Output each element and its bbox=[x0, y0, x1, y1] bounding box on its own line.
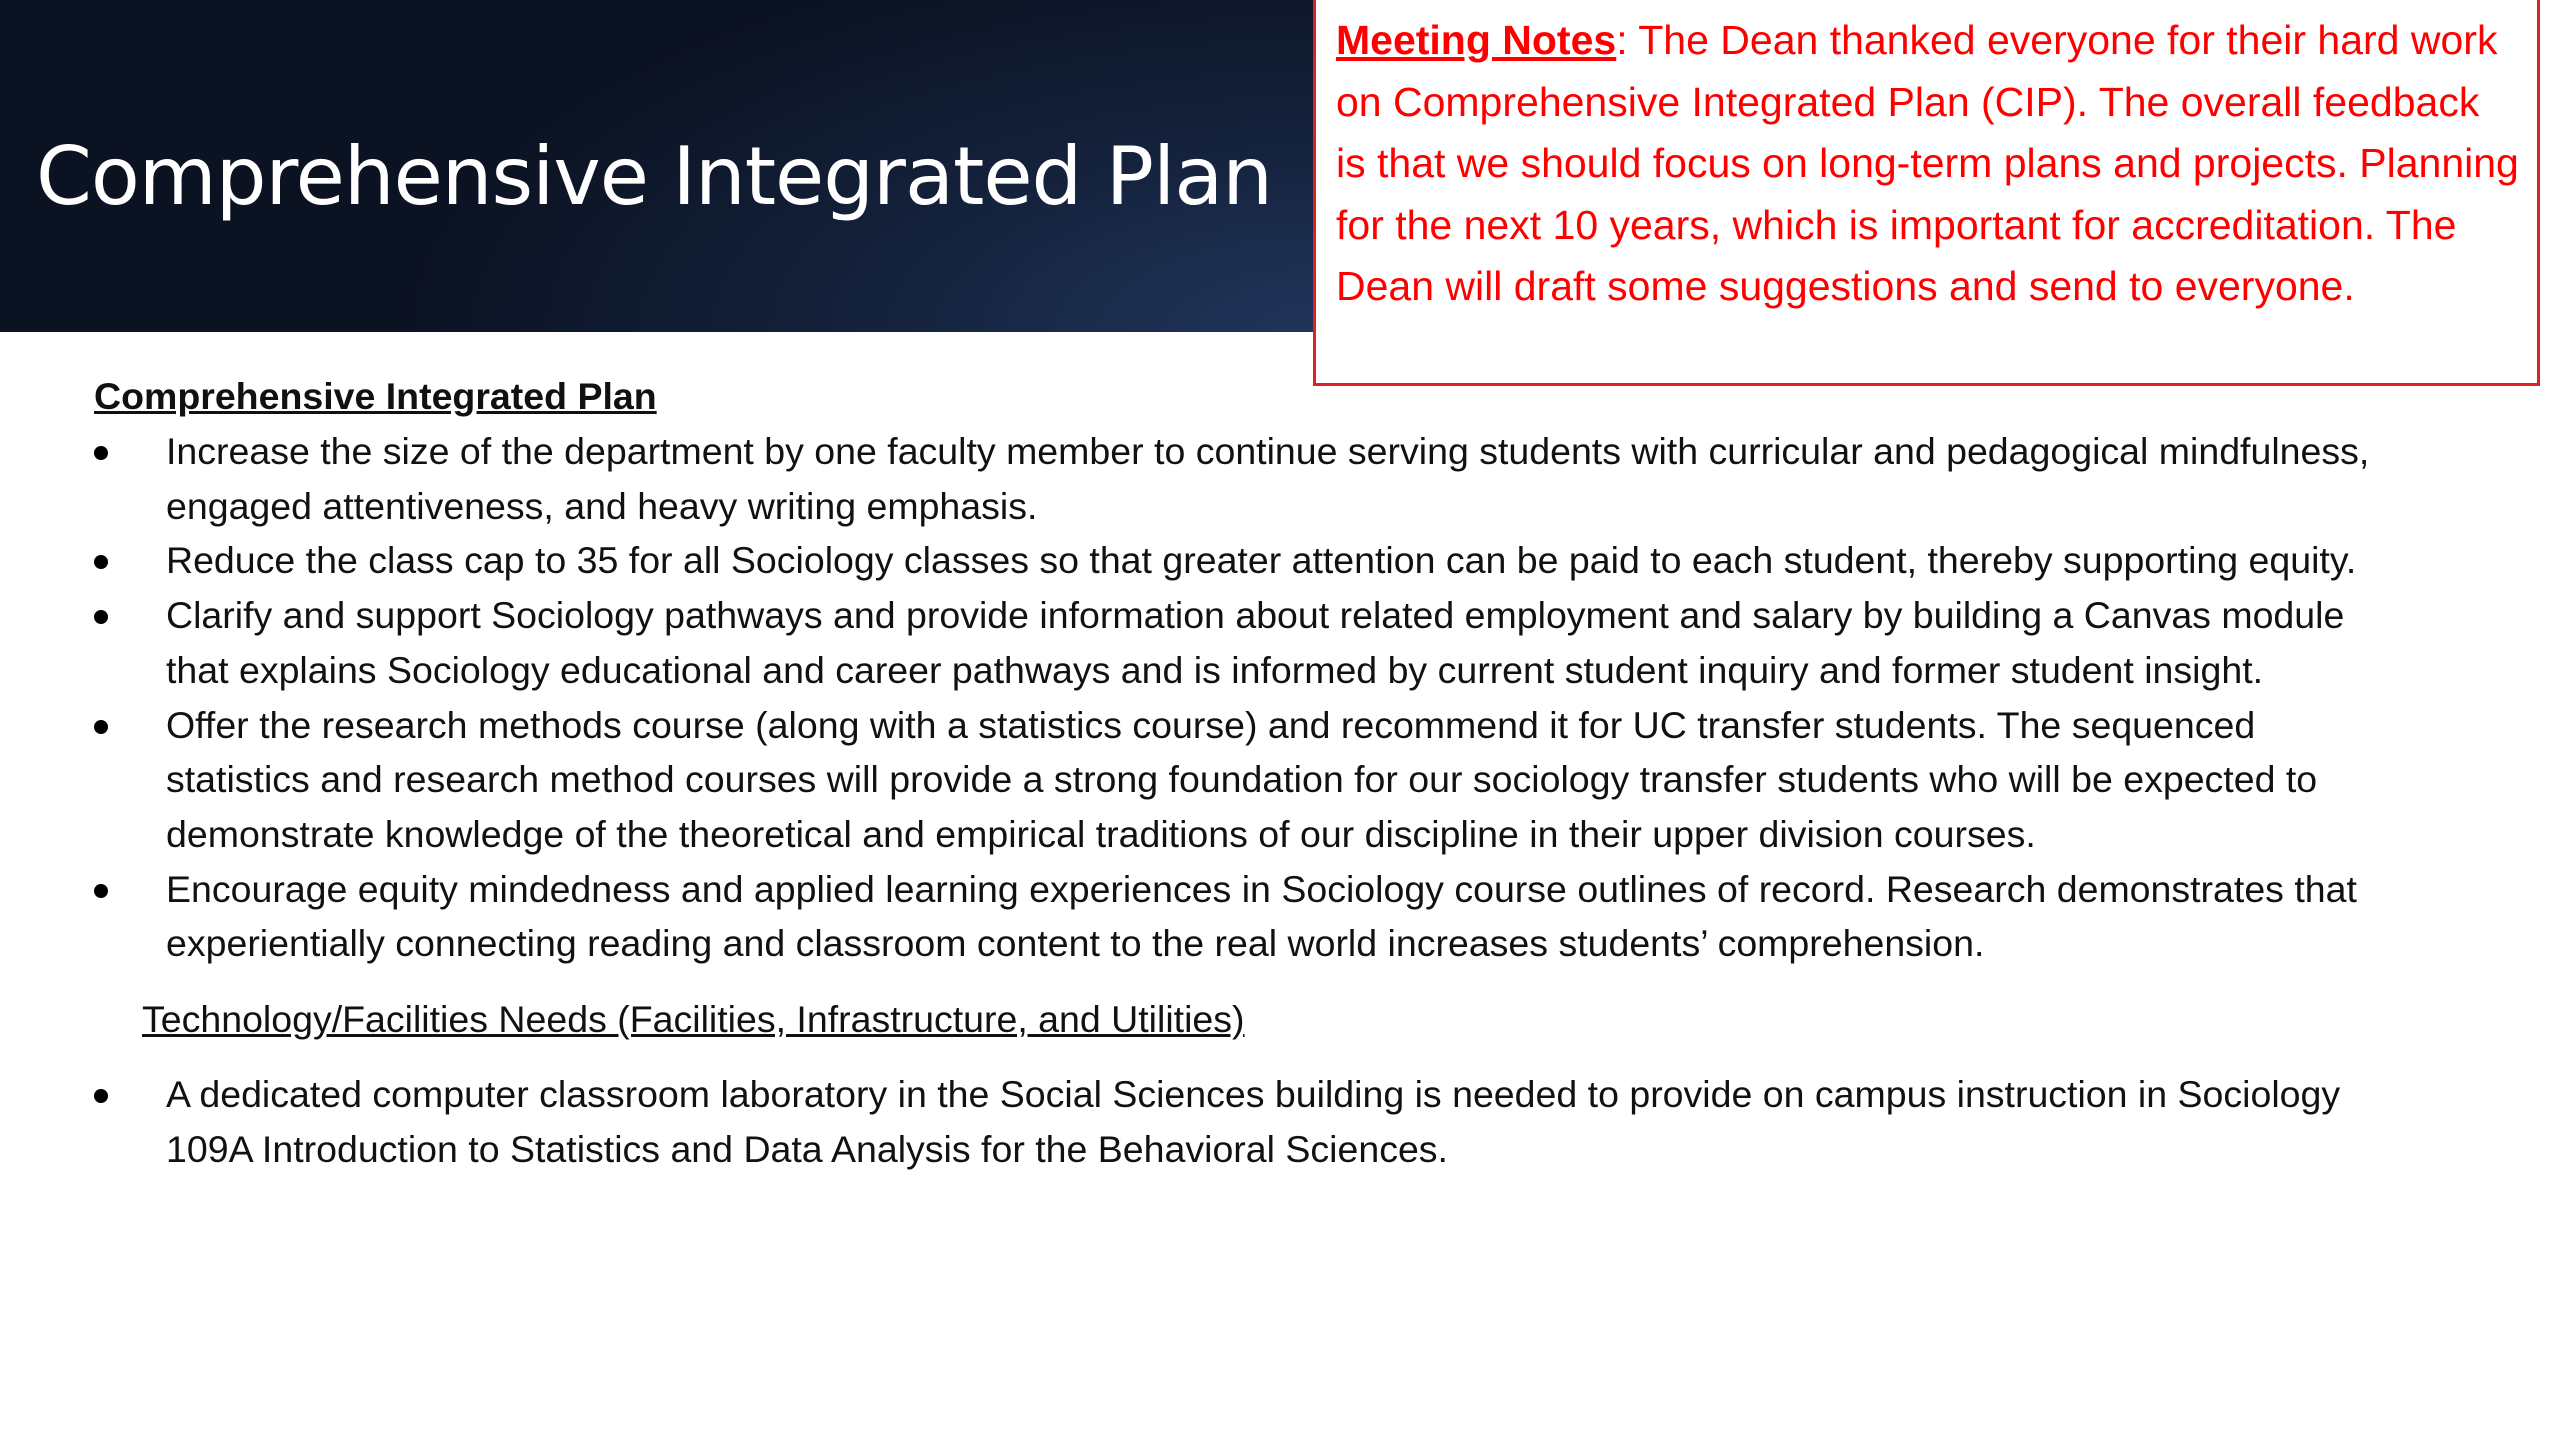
technology-bullet-list bbox=[94, 1067, 2394, 1176]
title-banner bbox=[0, 0, 1316, 332]
list-item-text: Encourage equity mindedness and applied learning experiences in Sociology course outlines of record. Research demonstrates that experientially connecting reading and classroom content to the real world increases students’ comprehension. bbox=[166, 867, 2357, 965]
bullet-icon bbox=[94, 446, 108, 460]
slide-title: Comprehensive Integrated Plan bbox=[36, 130, 1272, 223]
bullet-icon bbox=[94, 555, 108, 569]
meeting-notes-label: Meeting Notes bbox=[1336, 17, 1617, 63]
list-item-text: Offer the research methods course (along with a statistics course) and recommend it for UC transfer students. The sequenced statistics and research method courses will provide a strong foundation for our sociology transfer students who will be expected to demonstrate knowledge of the theoretical and empirical traditions of our discipline in their upper division courses. bbox=[166, 703, 2318, 855]
bullet-icon bbox=[94, 720, 108, 734]
bullet-icon bbox=[94, 884, 108, 898]
list-item-text: Increase the size of the department by one faculty member to continue serving students with curricular and pedagogical mindfulness, engaged attentiveness, and heavy writing emphasis. bbox=[166, 430, 2370, 527]
list-item bbox=[94, 533, 2394, 588]
plan-bullet-list bbox=[94, 424, 2394, 971]
bullet-icon bbox=[94, 1089, 108, 1103]
plan-heading: Comprehensive Integrated Plan bbox=[94, 375, 657, 417]
list-item bbox=[94, 1067, 2394, 1176]
content-area bbox=[94, 368, 2394, 1176]
bullet-icon bbox=[94, 610, 108, 624]
list-item-text: Reduce the class cap to 35 for all Sociology classes so that greater attention can be paid to each student, thereby supporting equity. bbox=[166, 539, 2357, 582]
list-item bbox=[94, 424, 2394, 533]
list-item-text: A dedicated computer classroom laboratory in the Social Sciences building is needed to provide on campus instruction in Sociology 109A Introduction to Statistics and Data Analysis for the Behavioral Sciences. bbox=[166, 1073, 2341, 1170]
technology-heading: Technology/Facilities Needs (Facilities, Infrastructure, and Utilities) bbox=[142, 998, 1245, 1041]
list-item bbox=[94, 862, 2394, 971]
list-item bbox=[94, 588, 2394, 697]
list-item-text: Clarify and support Sociology pathways and provide information about related employment and salary by building a Canvas module that explains Sociology educational and career pathways and is informed by current student inquiry and former student insight. bbox=[166, 594, 2345, 691]
meeting-notes-text: : The Dean thanked everyone for their hard work on Comprehensive Integrated Plan (CIP). The overall feedback is that we should focus on long-term plans and projects. Planning for the next 10 years, which is important for accreditation. The Dean will draft some suggestions and send to everyone. bbox=[1336, 17, 2519, 309]
list-item bbox=[94, 698, 2394, 862]
meeting-notes-box bbox=[1313, 0, 2540, 386]
